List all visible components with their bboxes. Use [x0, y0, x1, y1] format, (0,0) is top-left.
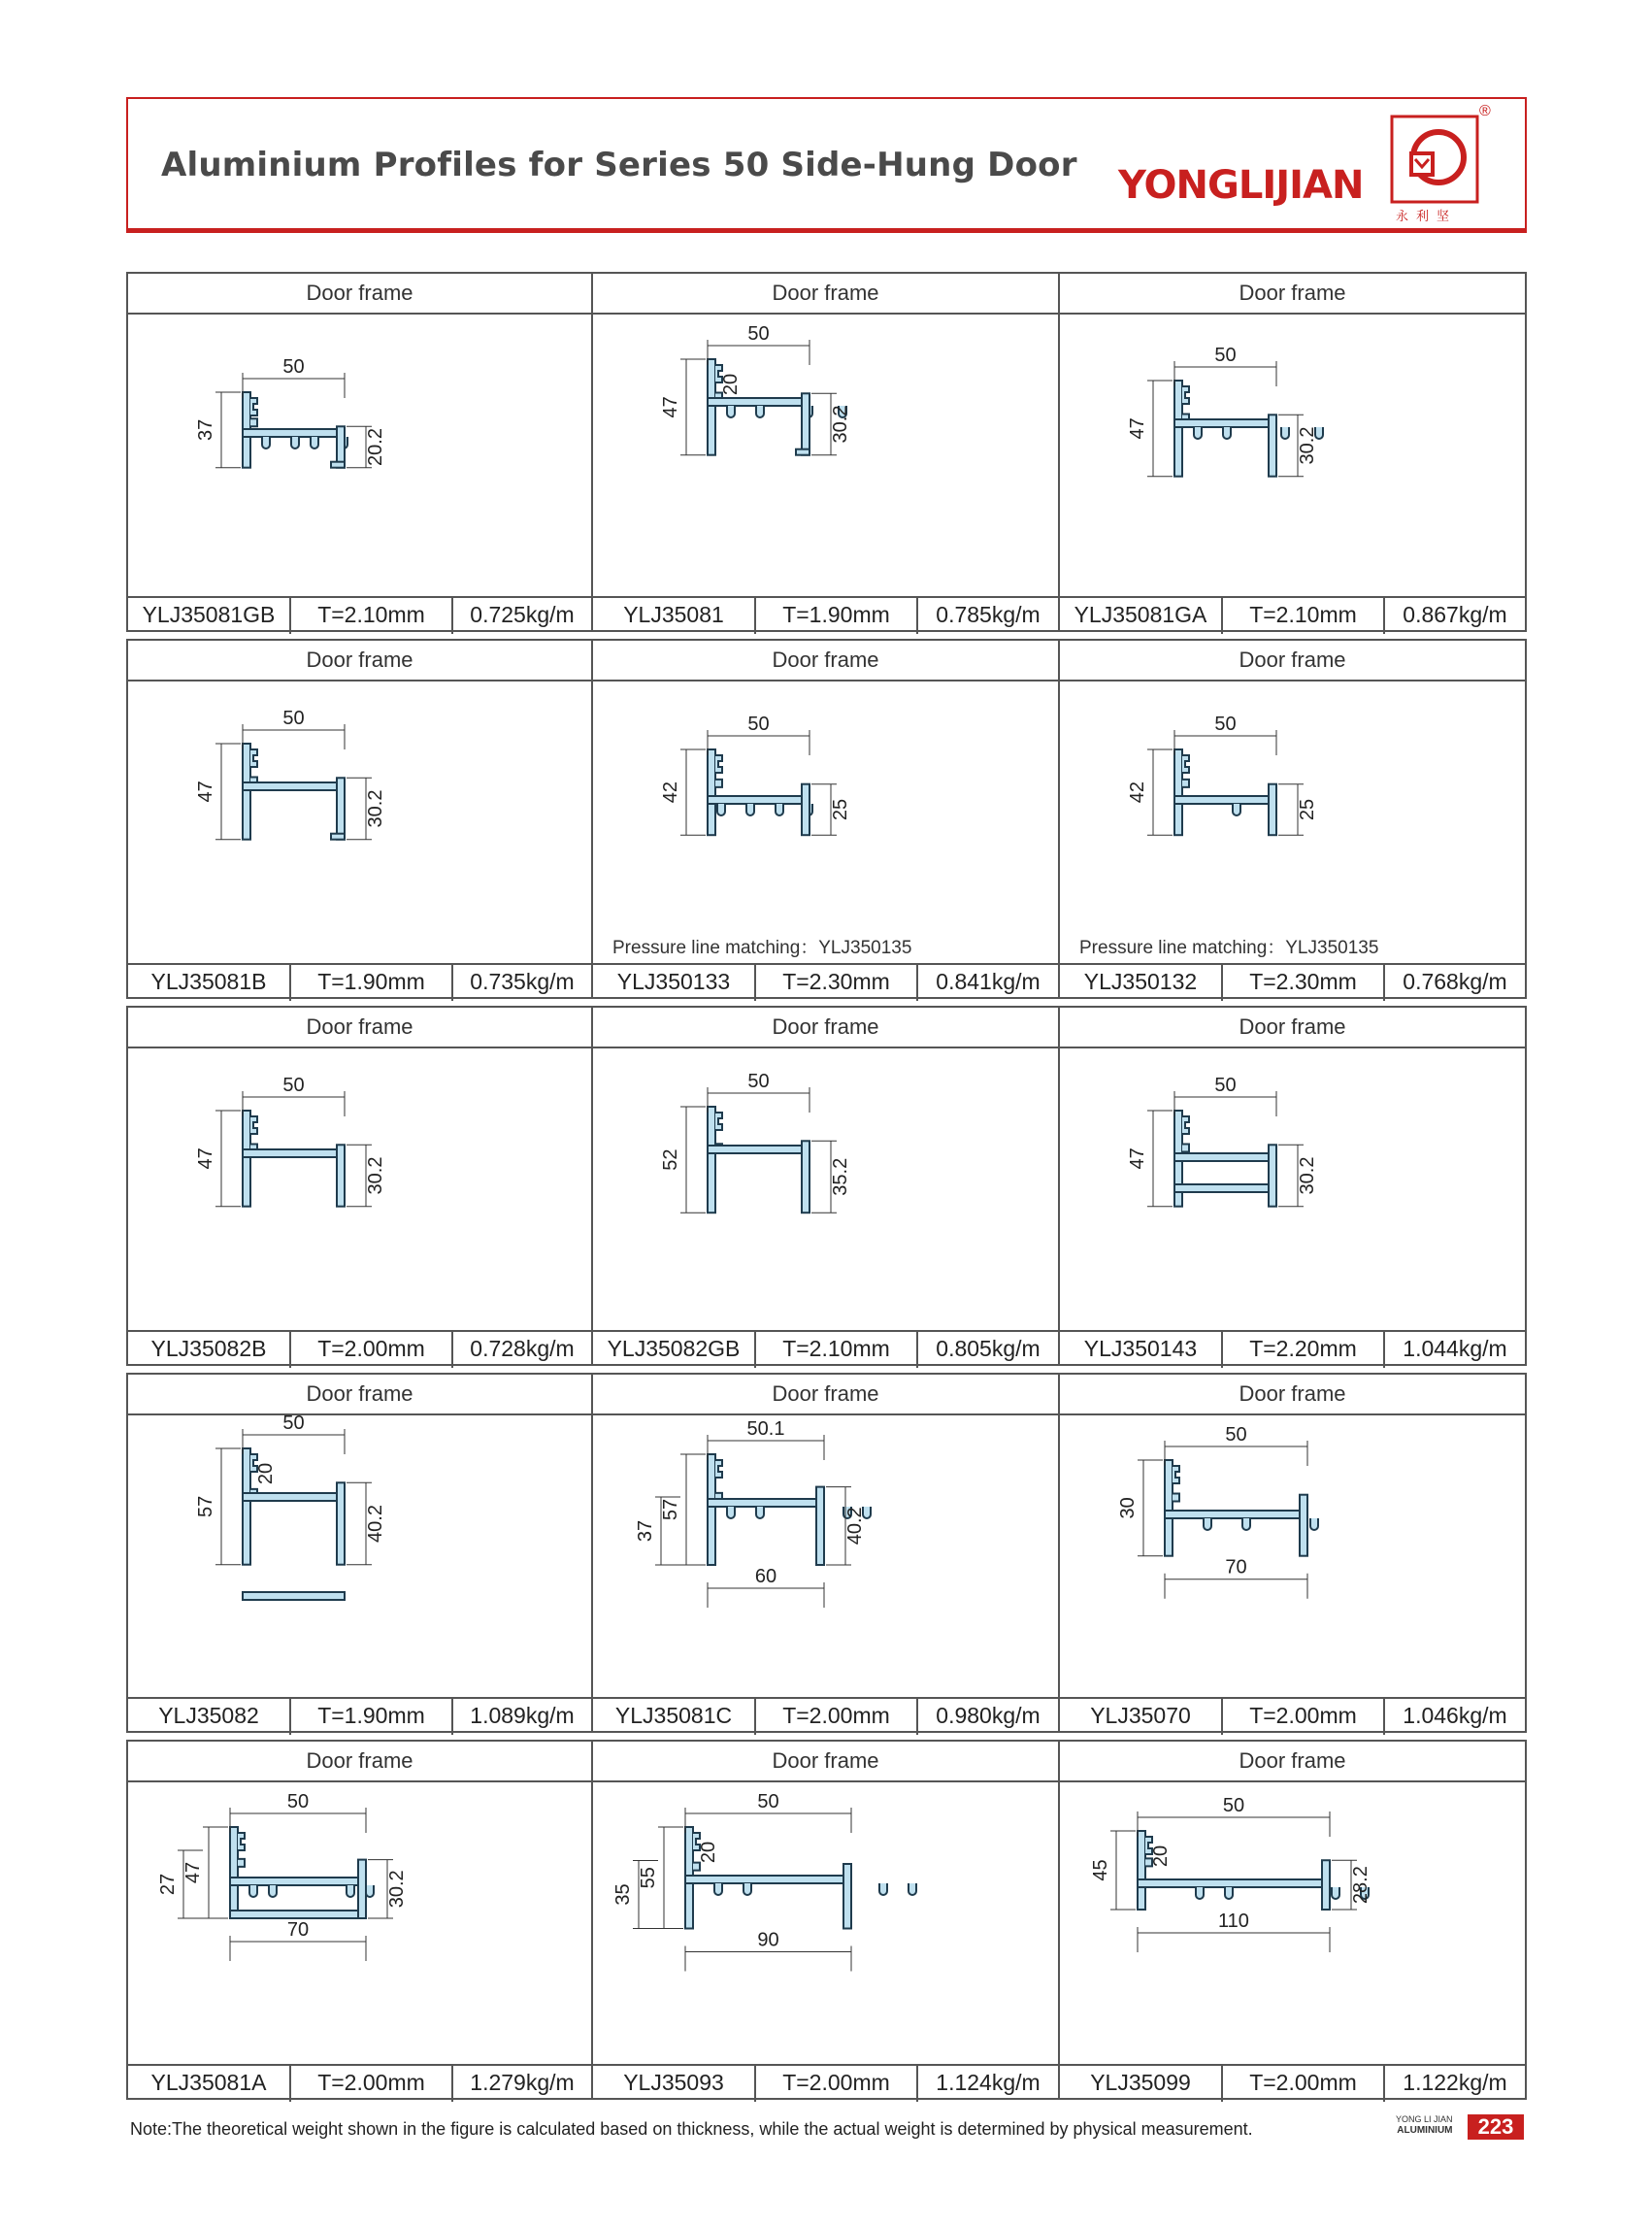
- profile-web: [1174, 419, 1276, 427]
- cell-label: Door frame: [593, 1375, 1058, 1415]
- profile-groove: [1223, 427, 1231, 439]
- profile-groove: [366, 1885, 374, 1897]
- profile-row: [126, 639, 1527, 1006]
- profile-groove: [1242, 1518, 1250, 1530]
- profile-web: [243, 1592, 345, 1600]
- profile-clip: [250, 749, 257, 767]
- profile-thickness: T=2.00mm: [1223, 2066, 1385, 2102]
- dimension-label: 25: [1297, 798, 1318, 821]
- spec-row: [128, 1330, 591, 1368]
- dimension-label: 30.2: [365, 1156, 386, 1195]
- profile-post: [708, 749, 715, 835]
- profile-clip: [715, 1113, 722, 1130]
- profile-figure: [1060, 1048, 1525, 1330]
- profile-row: [126, 272, 1527, 639]
- profile-clip: [250, 1116, 257, 1134]
- profile-code: YLJ35093: [593, 2066, 756, 2102]
- brand-logo-icon: [1390, 115, 1479, 204]
- profile-cell: [1060, 1740, 1527, 2100]
- profile-weight: 0.841kg/m: [936, 969, 1041, 994]
- profile-post: [1138, 1831, 1145, 1910]
- profile-web: [243, 429, 345, 437]
- profile-weight: 1.044kg/m: [1403, 1336, 1507, 1361]
- dimension-label: 50: [747, 1071, 770, 1092]
- profile-web: [708, 1499, 824, 1507]
- profile-cell: [593, 272, 1060, 632]
- profile-row: [126, 1006, 1527, 1373]
- profile-post: [243, 744, 250, 840]
- dimension-label: 40.2: [365, 1505, 386, 1543]
- dimension-label: 20: [255, 1462, 277, 1485]
- profile-weight: 0.735kg/m: [470, 969, 575, 994]
- profile-web: [243, 1493, 345, 1501]
- profile-groove: [1281, 427, 1289, 439]
- spec-row: [1060, 963, 1525, 1001]
- page-header: [126, 97, 1527, 233]
- profile-lip: [331, 834, 345, 840]
- profile-leg: [337, 1482, 345, 1564]
- profile-thickness: T=2.10mm: [756, 1332, 918, 1368]
- spec-row: [593, 596, 1058, 634]
- profile-figure: [128, 1415, 591, 1697]
- profile-clip: [238, 1833, 245, 1850]
- profile-web: [708, 1146, 809, 1153]
- profile-code: YLJ35082: [128, 1699, 291, 1735]
- profile-groove: [347, 1885, 354, 1897]
- profile-figure: [593, 1048, 1058, 1330]
- profile-thickness: T=1.90mm: [291, 1699, 453, 1735]
- cell-label: Door frame: [593, 1742, 1058, 1782]
- dimension-label: 35.2: [830, 1157, 851, 1196]
- profile-code: YLJ35099: [1060, 2066, 1223, 2102]
- dimension-label: 30.2: [1297, 426, 1318, 465]
- profile-weight: 1.089kg/m: [470, 1703, 575, 1728]
- profile-leg: [802, 1141, 809, 1213]
- brand-cn: 永利坚: [1396, 209, 1458, 223]
- profile-drawing: [128, 315, 591, 596]
- profile-clip: [250, 418, 257, 426]
- dimension-label: 50: [282, 1415, 305, 1434]
- profile-thickness: T=2.10mm: [291, 598, 453, 634]
- profile-weight: 0.725kg/m: [470, 602, 575, 627]
- profile-post: [708, 359, 715, 455]
- page-title: Aluminium Profiles for Series 50 Side-Hung Door: [161, 146, 1077, 184]
- profile-web: [243, 782, 345, 790]
- pressure-note: Pressure line matching：YLJ350135: [612, 938, 912, 958]
- profile-clip: [250, 398, 257, 415]
- dimension-label: 55: [638, 1867, 659, 1889]
- profile-thickness: T=2.30mm: [756, 965, 918, 1001]
- dimension-label: 57: [660, 1498, 681, 1521]
- dimension-label: 30.2: [386, 1870, 408, 1909]
- profile-clip: [715, 755, 722, 773]
- spec-row: [593, 1697, 1058, 1735]
- dimension-label: 50: [747, 323, 770, 345]
- profile-groove: [291, 437, 299, 449]
- profile-row: [126, 1373, 1527, 1740]
- profile-leg: [802, 784, 809, 836]
- profile-cell: [126, 639, 593, 999]
- profile-weight: 0.980kg/m: [936, 1703, 1041, 1728]
- profile-clip: [1173, 1466, 1179, 1483]
- dimension-label: 110: [1218, 1911, 1249, 1932]
- profile-figure: [1060, 1782, 1525, 2064]
- profile-web: [1165, 1511, 1307, 1518]
- profile-groove: [756, 1507, 764, 1518]
- profile-groove: [262, 437, 270, 449]
- profile-leg: [1322, 1860, 1330, 1910]
- profile-clip: [715, 1460, 722, 1478]
- profile-groove: [746, 804, 754, 815]
- profile-figure: [128, 1782, 591, 2064]
- profile-figure: [128, 315, 591, 596]
- profile-post: [1174, 381, 1182, 477]
- profile-thickness: T=2.00mm: [291, 1332, 453, 1368]
- dimension-label: 30.2: [365, 789, 386, 828]
- profile-code: YLJ35081A: [128, 2066, 291, 2102]
- profile-cell: [593, 639, 1060, 999]
- profile-drawing: [128, 1415, 591, 1697]
- profile-figure: [593, 1782, 1058, 2064]
- dimension-label: 50: [747, 714, 770, 735]
- dimension-label: 70: [286, 1919, 310, 1941]
- spec-row: [1060, 1697, 1525, 1735]
- profile-groove: [1332, 1887, 1339, 1899]
- profile-post: [1165, 1460, 1173, 1556]
- dimension-label: 50: [1225, 1424, 1247, 1446]
- profile-figure: [128, 681, 591, 963]
- profile-groove: [1196, 1887, 1204, 1899]
- profile-web: [1138, 1879, 1330, 1887]
- profile-weight: 0.785kg/m: [936, 602, 1041, 627]
- profile-leg: [802, 393, 809, 454]
- profile-drawing: [1060, 681, 1523, 963]
- spec-row: [1060, 596, 1525, 634]
- profile-post: [1174, 749, 1182, 835]
- profile-thickness: T=1.90mm: [756, 598, 918, 634]
- profile-drawing: [1060, 1415, 1523, 1697]
- dimension-label: 47: [1127, 1147, 1148, 1170]
- dimension-label: 42: [1127, 781, 1148, 804]
- dimension-label: 50: [282, 1075, 305, 1096]
- profile-groove: [879, 1883, 887, 1895]
- profile-figure: [1060, 1415, 1525, 1697]
- profile-leg: [358, 1860, 366, 1918]
- footer-brand: [1396, 2114, 1453, 2136]
- profile-groove: [714, 1883, 722, 1895]
- profile-web: [1174, 796, 1276, 804]
- spec-row: [593, 1330, 1058, 1368]
- cell-label: Door frame: [1060, 1742, 1525, 1782]
- profile-grid: [126, 272, 1527, 2107]
- dimension-label: 50: [1214, 1075, 1237, 1096]
- dimension-label: 50: [282, 356, 305, 378]
- spec-row: [1060, 1330, 1525, 1368]
- profile-thickness: T=2.00mm: [756, 1699, 918, 1735]
- profile-leg: [337, 778, 345, 839]
- dimension-label: 50.1: [746, 1418, 785, 1440]
- profile-code: YLJ35082GB: [593, 1332, 756, 1368]
- profile-groove: [727, 1507, 735, 1518]
- profile-web: [243, 1149, 345, 1157]
- profile-groove: [269, 1885, 277, 1897]
- profile-post: [708, 1107, 715, 1213]
- profile-figure: [1060, 681, 1525, 963]
- profile-clip: [715, 780, 722, 787]
- dimension-label: 60: [754, 1566, 777, 1587]
- profile-cell: [126, 1373, 593, 1733]
- footer-brand-line2: ALUMINIUM: [1397, 2125, 1453, 2136]
- cell-label: Door frame: [128, 1008, 591, 1048]
- profile-weight: 1.122kg/m: [1403, 2070, 1507, 2095]
- dimension-label: 25: [830, 798, 851, 821]
- profile-figure: [593, 681, 1058, 963]
- dimension-label: 27: [157, 1873, 179, 1896]
- profile-drawing: [593, 1048, 1056, 1330]
- profile-clip: [1182, 1145, 1189, 1152]
- cell-label: Door frame: [1060, 1375, 1525, 1415]
- profile-cell: [593, 1373, 1060, 1733]
- cell-label: Door frame: [1060, 641, 1525, 681]
- profile-cell: [1060, 1006, 1527, 1366]
- profile-clip: [1173, 1494, 1179, 1502]
- profile-drawing: [128, 1048, 591, 1330]
- profile-groove: [249, 1885, 257, 1897]
- profile-groove: [1204, 1518, 1211, 1530]
- cell-label: Door frame: [1060, 274, 1525, 315]
- spec-row: [593, 2064, 1058, 2102]
- profile-leg: [1269, 415, 1276, 476]
- dimension-label: 50: [757, 1791, 779, 1812]
- dimension-label: 30.2: [1297, 1156, 1318, 1195]
- dimension-label: 57: [195, 1495, 216, 1517]
- profile-web: [230, 1878, 366, 1885]
- profile-leg: [816, 1487, 824, 1565]
- footnote: Note:The theoretical weight shown in the figure is calculated based on thickness, while the actual weight is determined by physical measurement.: [130, 2119, 1253, 2139]
- profile-lip: [796, 449, 809, 455]
- dimension-label: 47: [660, 396, 681, 418]
- profile-clip: [1182, 755, 1189, 773]
- profile-code: YLJ350132: [1060, 965, 1223, 1001]
- profile-row: [126, 1740, 1527, 2107]
- cell-label: Door frame: [128, 641, 591, 681]
- dimension-label: 45: [1090, 1859, 1111, 1881]
- spec-row: [128, 596, 591, 634]
- profile-drawing: [128, 681, 591, 963]
- dimension-label: 42: [660, 781, 681, 804]
- profile-figure: [593, 315, 1058, 596]
- dimension-label: 47: [1127, 417, 1148, 440]
- dimension-label: 37: [635, 1519, 656, 1543]
- page-number: 223: [1468, 2114, 1524, 2140]
- spec-row: [128, 1697, 591, 1735]
- profile-drawing: [593, 1415, 1056, 1697]
- profile-figure: [128, 1048, 591, 1330]
- dimension-label: 40.2: [844, 1507, 866, 1546]
- profile-leg: [1269, 1145, 1276, 1206]
- dimension-label: 52: [660, 1148, 681, 1171]
- dimension-label: 20: [720, 373, 742, 396]
- profile-web: [1174, 1184, 1276, 1192]
- profile-drawing: [128, 1782, 591, 2064]
- profile-lip: [331, 462, 345, 468]
- spec-row: [1060, 2064, 1525, 2102]
- cell-label: Door frame: [128, 274, 591, 315]
- profile-web: [230, 1911, 366, 1918]
- profile-post: [243, 1448, 250, 1565]
- profile-figure: [1060, 315, 1525, 596]
- profile-leg: [1300, 1495, 1307, 1556]
- spec-row: [128, 2064, 591, 2102]
- profile-code: YLJ350143: [1060, 1332, 1223, 1368]
- dimension-label: 28.2: [1350, 1866, 1371, 1905]
- cell-label: Door frame: [128, 1375, 591, 1415]
- profile-weight: 0.728kg/m: [470, 1336, 575, 1361]
- profile-groove: [756, 406, 764, 417]
- profile-clip: [238, 1859, 245, 1867]
- profile-cell: [1060, 272, 1527, 632]
- profile-groove: [1225, 1887, 1233, 1899]
- spec-row: [593, 963, 1058, 1001]
- profile-weight: 1.124kg/m: [936, 2070, 1041, 2095]
- profile-cell: [126, 1006, 593, 1366]
- profile-cell: [126, 1740, 593, 2100]
- profile-weight: 1.046kg/m: [1403, 1703, 1507, 1728]
- profile-code: YLJ35081: [593, 598, 756, 634]
- profile-clip: [1182, 386, 1189, 404]
- profile-thickness: T=2.00mm: [1223, 1699, 1385, 1735]
- dimension-label: 50: [1214, 345, 1237, 366]
- profile-weight: 0.768kg/m: [1403, 969, 1507, 994]
- profile-post: [708, 1454, 715, 1565]
- profile-leg: [1269, 784, 1276, 836]
- profile-groove: [909, 1883, 916, 1895]
- dimension-label: 20.2: [365, 428, 386, 466]
- profile-thickness: T=1.90mm: [291, 965, 453, 1001]
- profile-groove: [727, 406, 735, 417]
- profile-groove: [1233, 804, 1240, 815]
- dimension-label: 47: [182, 1861, 204, 1884]
- spec-row: [128, 963, 591, 1001]
- profile-thickness: T=2.30mm: [1223, 965, 1385, 1001]
- profile-groove: [717, 804, 725, 815]
- profile-cell: [126, 272, 593, 632]
- dimension-label: 37: [195, 418, 216, 441]
- profile-code: YLJ35082B: [128, 1332, 291, 1368]
- profile-web: [708, 796, 809, 804]
- profile-thickness: T=2.10mm: [1223, 598, 1385, 634]
- profile-web: [708, 398, 809, 406]
- profile-drawing: [593, 681, 1056, 963]
- dimension-label: 50: [1214, 714, 1237, 735]
- dimension-label: 35: [612, 1883, 634, 1906]
- profile-leg: [843, 1864, 851, 1929]
- dimension-label: 50: [1222, 1795, 1245, 1816]
- profile-cell: [593, 1006, 1060, 1366]
- profile-cell: [1060, 639, 1527, 999]
- registered-mark: ®: [1479, 103, 1491, 119]
- profile-thickness: T=2.00mm: [756, 2066, 918, 2102]
- cell-label: Door frame: [1060, 1008, 1525, 1048]
- profile-leg: [337, 1145, 345, 1206]
- dimension-label: 20: [698, 1841, 719, 1864]
- profile-post: [243, 1111, 250, 1207]
- profile-cell: [593, 1740, 1060, 2100]
- profile-drawing: [1060, 1048, 1523, 1330]
- profile-groove: [1194, 427, 1202, 439]
- profile-post: [230, 1827, 238, 1918]
- profile-thickness: T=2.20mm: [1223, 1332, 1385, 1368]
- profile-clip: [1182, 780, 1189, 787]
- profile-thickness: T=2.00mm: [291, 2066, 453, 2102]
- footer-brand-line1: YONG LI JIAN: [1396, 2114, 1453, 2124]
- brand-name: YONGLIJIAN: [1118, 163, 1364, 208]
- dimension-label: 20: [1150, 1845, 1172, 1868]
- pressure-note: Pressure line matching：YLJ350135: [1079, 938, 1379, 958]
- dimension-label: 90: [757, 1929, 779, 1951]
- profile-weight: 1.279kg/m: [470, 2070, 575, 2095]
- profile-code: YLJ35081B: [128, 965, 291, 1001]
- profile-code: YLJ35070: [1060, 1699, 1223, 1735]
- profile-groove: [776, 804, 783, 815]
- cell-label: Door frame: [593, 641, 1058, 681]
- dimension-label: 30.2: [830, 405, 851, 444]
- profile-code: YLJ35081C: [593, 1699, 756, 1735]
- cell-label: Door frame: [593, 274, 1058, 315]
- profile-code: YLJ35081GA: [1060, 598, 1223, 634]
- profile-groove: [1310, 1518, 1318, 1530]
- profile-drawing: [1060, 1782, 1523, 2064]
- profile-web: [1174, 1153, 1276, 1161]
- profile-clip: [1182, 1116, 1189, 1134]
- profile-drawing: [1060, 315, 1523, 596]
- profile-code: YLJ350133: [593, 965, 756, 1001]
- cell-label: Door frame: [593, 1008, 1058, 1048]
- dimension-label: 47: [195, 1147, 216, 1170]
- profile-code: YLJ35081GB: [128, 598, 291, 634]
- profile-groove: [311, 437, 318, 449]
- profile-figure: [593, 1415, 1058, 1697]
- profile-weight: 0.867kg/m: [1403, 602, 1507, 627]
- profile-web: [685, 1876, 851, 1883]
- profile-drawing: [593, 1782, 1056, 2064]
- cell-label: Door frame: [128, 1742, 591, 1782]
- profile-drawing: [593, 315, 1056, 596]
- dimension-label: 50: [282, 708, 305, 729]
- dimension-label: 47: [195, 781, 216, 803]
- dimension-label: 50: [286, 1791, 310, 1812]
- profile-weight: 0.805kg/m: [936, 1336, 1041, 1361]
- profile-cell: [1060, 1373, 1527, 1733]
- profile-groove: [743, 1883, 751, 1895]
- dimension-label: 70: [1225, 1556, 1247, 1579]
- dimension-label: 30: [1117, 1497, 1139, 1519]
